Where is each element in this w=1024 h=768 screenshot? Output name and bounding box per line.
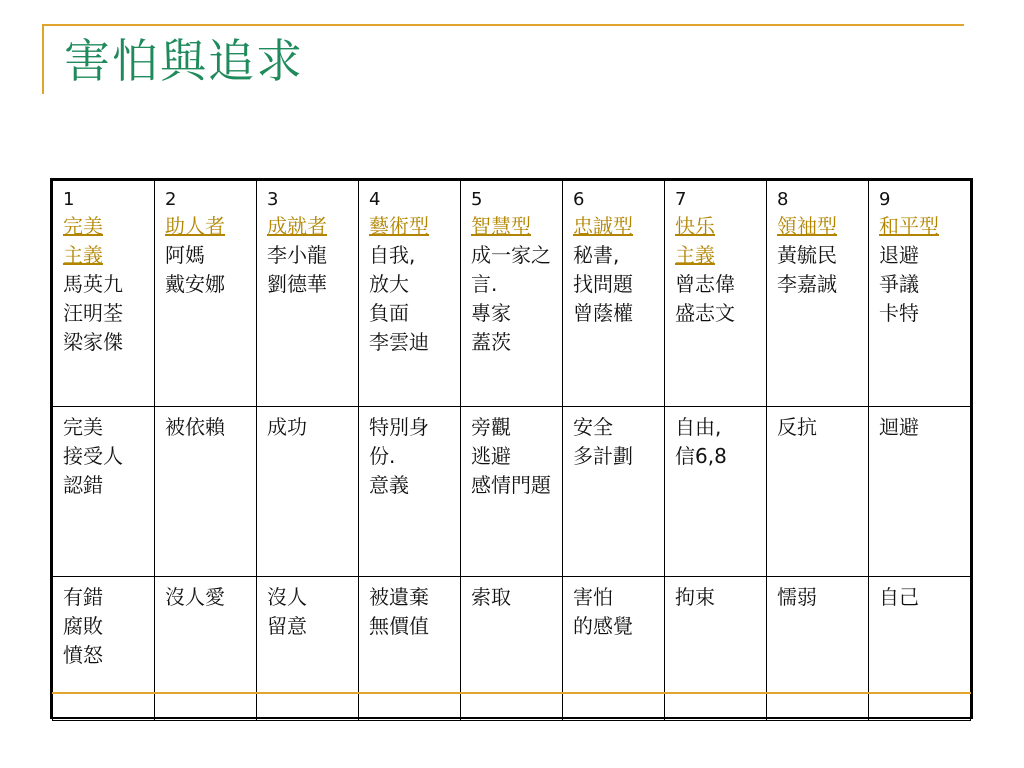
empty-cell — [53, 693, 155, 721]
fear-cell — [665, 577, 767, 693]
pursuit-cell — [665, 407, 767, 577]
fear-cell — [359, 577, 461, 693]
type-number: 5 — [471, 189, 483, 210]
fear-text: 害怕 — [573, 585, 613, 609]
pursuit-cell — [563, 407, 665, 577]
type-cell — [563, 181, 665, 407]
fear-cell — [53, 577, 155, 693]
people-text: 曾蔭權 — [573, 301, 633, 326]
pursuit-text: 完美 — [63, 415, 103, 439]
fear-cell — [155, 577, 257, 693]
pursuit-text: 迴避 — [879, 415, 919, 439]
empty-cell — [563, 693, 665, 721]
people-text: 馬英九 — [63, 272, 123, 297]
people-text: 卡特 — [879, 301, 919, 326]
fear-text: 拘束 — [675, 585, 715, 609]
type-link[interactable]: 主義 — [63, 243, 103, 268]
type-number: 4 — [369, 189, 381, 210]
pursuit-cell — [869, 407, 971, 577]
fear-text: 懦弱 — [777, 585, 817, 609]
fear-cell — [563, 577, 665, 693]
type-cell — [53, 181, 155, 407]
pursuit-text: 認錯 — [63, 473, 103, 497]
empty-cell — [359, 693, 461, 721]
people-text: 放大 — [369, 272, 409, 297]
type-number: 8 — [777, 189, 789, 210]
people-text: 退避 — [879, 243, 919, 268]
pursuit-text: 反抗 — [777, 415, 817, 439]
people-text: 自我, — [369, 243, 416, 268]
fear-text: 留意 — [267, 614, 307, 638]
type-link[interactable]: 和平型 — [879, 214, 939, 239]
pursuit-cell — [461, 407, 563, 577]
fear-text: 憤怒 — [63, 643, 103, 667]
fear-cell — [257, 577, 359, 693]
fear-text: 索取 — [471, 585, 511, 609]
pursuit-text: 特別身份. — [369, 415, 429, 468]
type-cell — [359, 181, 461, 407]
people-text: 找問題 — [573, 272, 633, 297]
pursuit-text: 安全 — [573, 415, 613, 439]
type-cell — [155, 181, 257, 407]
type-number: 7 — [675, 189, 687, 210]
pursuit-text: 成功 — [267, 415, 307, 439]
people-text: 秘書, — [573, 243, 620, 268]
fear-text: 有錯 — [63, 585, 103, 609]
type-number: 9 — [879, 189, 891, 210]
type-link[interactable]: 藝術型 — [369, 214, 429, 239]
people-text: 專家 — [471, 301, 511, 326]
empty-cell — [869, 693, 971, 721]
people-text: 李雲迪 — [369, 330, 429, 355]
pursuit-text: 旁觀 — [471, 415, 511, 439]
people-text: 爭議 — [879, 272, 919, 297]
people-text: 成一家之言. — [471, 243, 551, 297]
pursuit-text: 自由, — [675, 415, 722, 439]
type-cell — [257, 181, 359, 407]
people-text: 曾志偉 — [675, 272, 735, 297]
type-link[interactable]: 領袖型 — [777, 214, 837, 239]
table-row-fear — [53, 577, 971, 693]
pursuit-text: 信6,8 — [675, 444, 727, 468]
pursuit-cell — [257, 407, 359, 577]
type-number: 6 — [573, 189, 585, 210]
fear-cell — [461, 577, 563, 693]
type-link[interactable]: 助人者 — [165, 214, 225, 239]
people-text: 蓋茨 — [471, 330, 511, 355]
table-row-empty — [53, 693, 971, 721]
people-text: 劉德華 — [267, 272, 327, 297]
fear-text: 無價值 — [369, 614, 429, 638]
people-text: 戴安娜 — [165, 272, 225, 297]
pursuit-text: 意義 — [369, 473, 409, 497]
pursuit-cell — [359, 407, 461, 577]
pursuit-cell — [155, 407, 257, 577]
people-text: 阿媽 — [165, 243, 205, 268]
side-accent-rule — [42, 24, 44, 94]
pursuit-cell — [767, 407, 869, 577]
fear-cell — [869, 577, 971, 693]
fear-cell — [767, 577, 869, 693]
pursuit-text: 感情門題 — [471, 473, 551, 497]
slide-title: 害怕與追求 — [64, 34, 304, 88]
type-cell — [665, 181, 767, 407]
type-link[interactable]: 完美 — [63, 214, 103, 239]
type-number: 2 — [165, 189, 177, 210]
pursuit-text: 被依賴 — [165, 415, 225, 439]
type-link[interactable]: 成就者 — [267, 214, 327, 239]
table-row-types — [53, 181, 971, 407]
empty-cell — [461, 693, 563, 721]
type-link[interactable]: 主義 — [675, 243, 715, 268]
fear-text: 腐敗 — [63, 614, 103, 638]
fear-text: 被遺棄 — [369, 585, 429, 609]
type-cell — [461, 181, 563, 407]
empty-cell — [257, 693, 359, 721]
personality-table — [50, 178, 973, 719]
type-number: 3 — [267, 189, 279, 210]
fear-text: 的感覺 — [573, 614, 633, 638]
type-cell — [869, 181, 971, 407]
fear-text: 沒人 — [267, 585, 307, 609]
empty-cell — [767, 693, 869, 721]
pursuit-cell — [53, 407, 155, 577]
type-cell — [767, 181, 869, 407]
pursuit-text: 多計劃 — [573, 444, 633, 468]
pursuit-text: 接受人 — [63, 444, 123, 468]
people-text: 黃毓民 — [777, 243, 837, 268]
people-text: 梁家傑 — [63, 330, 123, 355]
people-text: 汪明荃 — [63, 301, 123, 326]
type-link[interactable]: 智慧型 — [471, 214, 531, 239]
empty-cell — [155, 693, 257, 721]
fear-text: 自己 — [879, 585, 919, 609]
type-link[interactable]: 忠誠型 — [573, 214, 633, 239]
fear-text: 沒人愛 — [165, 585, 225, 609]
table-row-pursuit — [53, 407, 971, 577]
type-number: 1 — [63, 189, 75, 210]
top-accent-rule — [42, 24, 964, 26]
people-text: 盛志文 — [675, 301, 735, 326]
people-text: 負面 — [369, 301, 409, 326]
type-link[interactable]: 快乐 — [675, 214, 715, 239]
pursuit-text: 逃避 — [471, 444, 511, 468]
people-text: 李嘉誠 — [777, 272, 837, 297]
people-text: 李小龍 — [267, 243, 327, 268]
empty-cell — [665, 693, 767, 721]
